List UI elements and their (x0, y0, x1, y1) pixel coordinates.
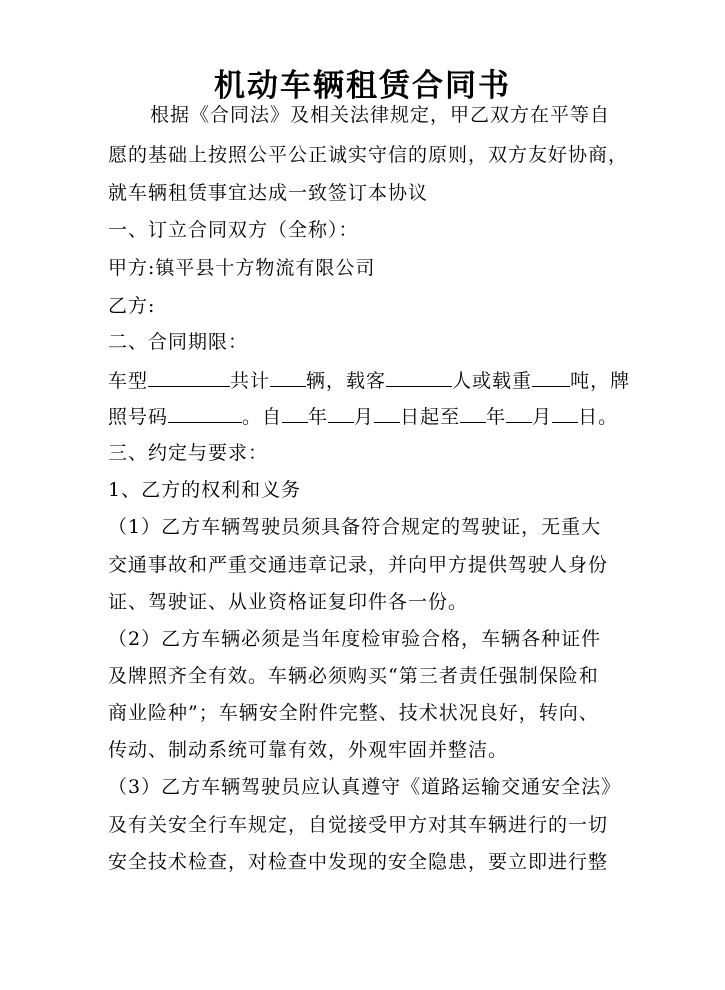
date-line (108, 400, 668, 429)
clause-1-line-2: 交通事故和严重交通违章记录，并向甲方提供驾驶人身份 (108, 554, 609, 576)
party-b: 乙方: (108, 295, 156, 317)
start-year-blank (282, 400, 308, 423)
load-blank (532, 364, 570, 387)
vehicle-type-label: 车型 (108, 370, 149, 392)
load-label: 人或载重 (452, 370, 533, 392)
clause-3-line-2: 及有关安全行车规定，自觉接受甲方对其车辆进行的一切 (108, 814, 609, 836)
start-day-label: 日起至 (400, 406, 461, 428)
section-3-heading: 三、约定与要求： (108, 442, 269, 464)
passenger-label: 辆，载客 (306, 370, 387, 392)
section-2-heading: 二、合同期限： (108, 331, 249, 353)
clause-2-line-3: 商业险种”；车辆安全附件完整、技术状况良好，转向、 (108, 702, 599, 724)
start-year-label: 年 (308, 406, 329, 428)
end-month-label: 月 (532, 406, 553, 428)
passenger-blank (386, 364, 452, 387)
start-day-blank (374, 400, 400, 423)
plate-number-blank (168, 400, 242, 423)
end-day-label: 日。 (578, 406, 619, 428)
clause-3-line-3: 安全技术检查，对检查中发现的安全隐患，要立即进行整 (108, 851, 609, 873)
vehicle-type-blank (148, 364, 230, 387)
section-1-heading: 一、订立合同双方（全称）： (108, 219, 359, 241)
document-title: 机动车辆租赁合同书 (214, 68, 511, 104)
vehicle-count-label: 共计 (230, 370, 271, 392)
party-a: 甲方:镇平县十方物流有限公司 (108, 257, 376, 279)
end-day-blank (552, 400, 578, 423)
clause-2-line-2: 及牌照齐全有效。车辆必须购买“第三者责任强制保险和 (108, 665, 599, 687)
start-month-label: 月 (354, 406, 375, 428)
subsection-1-heading: 1、乙方的权利和义务 (108, 479, 302, 501)
intro-line-1: 根据《合同法》及相关法律规定，甲乙双方在平等自 (150, 104, 611, 126)
plate-number-label: 照号码 (108, 406, 169, 428)
clause-2-line-4: 传动、制动系统可靠有效，外观牢固并整洁。 (108, 739, 509, 761)
clause-2-line-1: （2）乙方车辆必须是当年度检审验合格，车辆各种证件 (108, 628, 602, 650)
clause-1-line-3: 证、驾驶证、从业资格证复印件各一份。 (108, 591, 469, 613)
vehicle-line (108, 364, 668, 393)
clause-1-line-1: （1）乙方车辆驾驶员须具备符合规定的驾驶证，无重大 (108, 516, 602, 538)
end-year-label: 年 (486, 406, 507, 428)
end-month-blank (506, 400, 532, 423)
vehicle-count-blank (270, 364, 306, 387)
plate-label: 吨，牌 (570, 370, 631, 392)
intro-line-3: 就车辆租赁事宜达成一致签订本协议 (108, 182, 429, 204)
end-year-blank (460, 400, 486, 423)
from-label: 。自 (242, 406, 283, 428)
start-month-blank (328, 400, 354, 423)
clause-3-line-1: （3）乙方车辆驾驶员应认真遵守《道路运输交通安全法》 (108, 776, 622, 798)
intro-line-2: 愿的基础上按照公平公正诚实守信的原则，双方友好协商， (108, 144, 629, 166)
